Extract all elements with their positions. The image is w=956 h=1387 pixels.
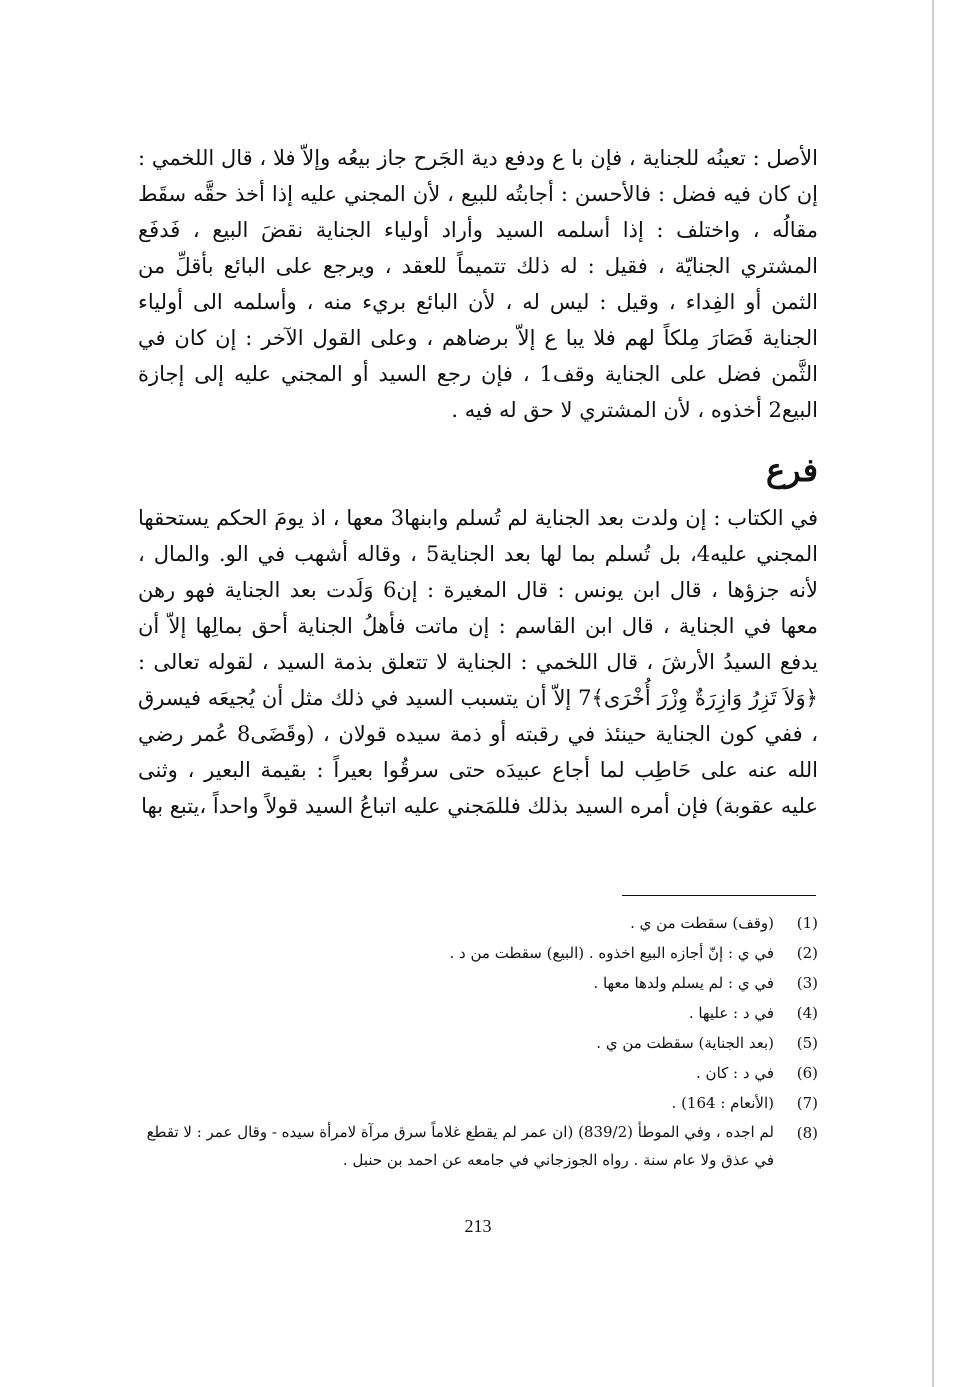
page-edge-line	[932, 0, 934, 1387]
footnote-text: (الأنعام : 164) .	[671, 1094, 774, 1112]
footnote-item	[138, 968, 818, 998]
footnote-text: في ي : لم يسلم ولدها معها .	[593, 974, 774, 992]
footnote-number: (3)	[796, 974, 818, 992]
footnote-item	[138, 1088, 818, 1118]
footnotes-list	[138, 908, 818, 1174]
footnote-text: في د : عليها .	[688, 1004, 774, 1022]
footnote-text: (وقف) سقطت من ي .	[630, 914, 774, 932]
footnote-item	[138, 908, 818, 938]
footnote-number: (4)	[796, 1004, 818, 1022]
footnote-item	[138, 938, 818, 968]
footnote-separator	[622, 895, 816, 896]
footnote-item	[138, 1028, 818, 1058]
footnote-item	[138, 1118, 818, 1174]
footnote-number: (1)	[796, 914, 818, 932]
footnote-number: (8)	[796, 1124, 818, 1142]
footnote-item	[138, 998, 818, 1028]
footnote-item	[138, 1058, 818, 1088]
page-number: 213	[464, 1216, 492, 1236]
main-text-block	[138, 140, 818, 428]
section-text-block	[138, 500, 818, 824]
footnote-text: في ي : إنّ أجازه البيع اخذوه . (البيع) سقطت من د .	[449, 944, 774, 962]
footnote-number: (5)	[796, 1034, 818, 1052]
footnote-text: في د : كان .	[696, 1064, 774, 1082]
section-heading: فرع	[765, 451, 818, 489]
main-paragraph: الأصل : تعينُه للجناية ، فإن با ع ودفع دية الجَرح جاز بيعُه وإلاّ فلا ، قال اللخمي : إن كان فيه فضل : فالأحسن : أجابتُه للبيع ، لأن المجني عليه إذا أخذ حقَّه سقَط مقالُه ، واختلف : إذا أسلمه السيد وأراد أولياء الجناية نقضَ البيع ، فَدفَع المشتري الجنايّة ، فقيل : له ذلك تتميماً للعقد ، ويرجع على البائع بأقلِّ من الثمن أو الفِداء ، وقيل : ليس له ، لأن البائع بريء منه ، وأسلمه الى أولياء الجناية فَصَارَ مِلكاً لهم فلا يبا ع إلاّ برضاهم ، وعلى القول الآخر : إن كان في الثَّمن فضل على الجناية وقف1 ، فإن رجع السيد أو المجني عليه إلى إجازة البيع2 أخذوه ، لأن المشتري لا حق له فيه .	[138, 146, 818, 422]
footnote-text: (بعد الجناية) سقطت من ي .	[596, 1034, 774, 1052]
footnote-number: (7)	[796, 1094, 818, 1112]
section-paragraph: في الكتاب : إن ولدت بعد الجناية لم تُسلم وابنها3 معها ، اذ يومَ الحكم يستحقها المجني عليه4، بل تُسلم بما لها بعد الجناية5 ، وقاله أشهب في الو. والمال ، لأنه جزؤها ، قال ابن يونس : قال المغيرة : إن6 وَلَدت بعد الجناية فهو رهن معها في الجناية ، قال ابن القاسم : إن ماتت فأهلُ الجناية أحق بمالِها إلاّ أن يدفع السيدُ الأرشَ ، قال اللخمي : الجناية لا تتعلق بذمة السيد ، لقوله تعالى : ﴿وَلاَ تَزِرُ وَازِرَةٌ وِزْرَ أُخْرَى﴾7 إلاّ أن يتسبب السيد في ذلك مثل أن يُجيعَه فيسرق ، ففي كون الجناية حينئذ في رقبته أو ذمة سيده قولان ، (وقَضَى8 عُمر رضي الله عنه على حَاطِب لما أجاع عبيدَه حتى سرقُوا بعيراً : بقيمة البعير ، وثنى عليه عقوبة) فإن أمره السيد بذلك فللمَجني عليه اتباعُ السيد قولاً واحداً ،يتبع بها	[138, 506, 819, 818]
footnote-number: (2)	[796, 944, 818, 962]
footnote-text: لم اجده ، وفي الموطأ (839/2) (ان عمر لم يقطع غلاماً سرق مرآة لامرأة سيده - وقال عمر : لا تقطع في عذق ولا عام سنة . رواه الجوزجاني في جامعه عن احمد بن حنبل .	[146, 1123, 774, 1169]
footnote-number: (6)	[796, 1064, 818, 1082]
